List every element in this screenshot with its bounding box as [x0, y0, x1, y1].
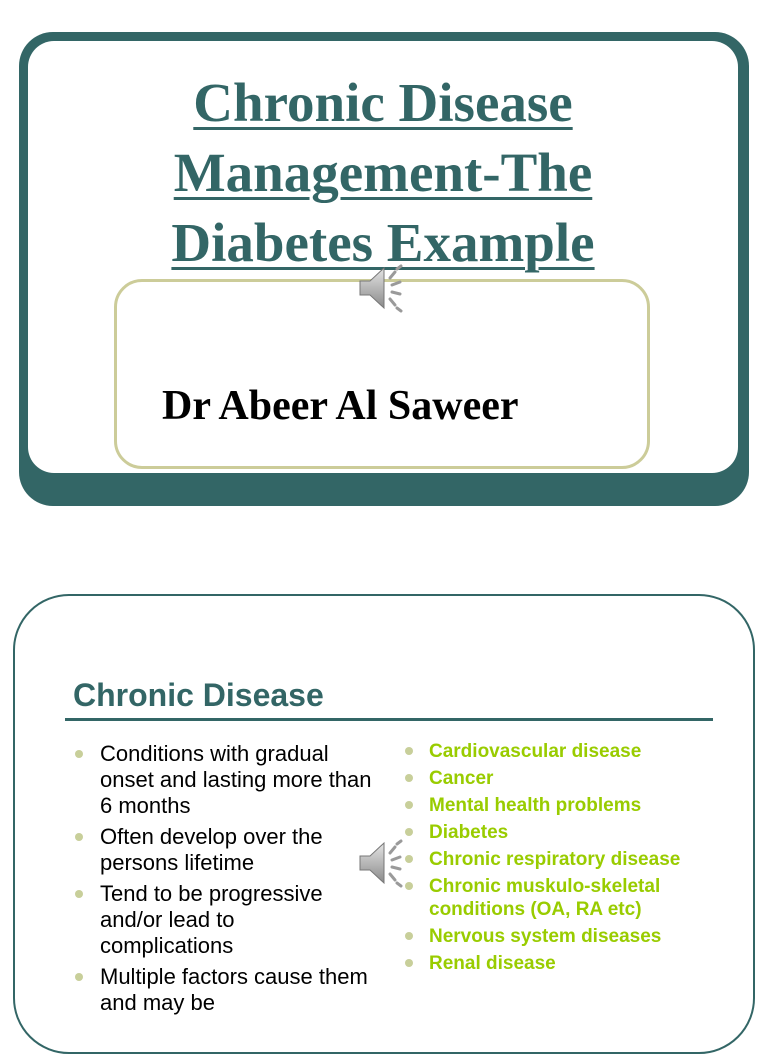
- list-item-text: Multiple factors cause them and may be: [100, 964, 368, 1015]
- bullet-icon: [405, 959, 413, 967]
- list-item-text: Cardiovascular disease: [429, 741, 642, 762]
- bullet-icon: [405, 774, 413, 782]
- list-item: [403, 875, 723, 921]
- bullet-icon: [405, 828, 413, 836]
- list-item-text: Diabetes: [429, 822, 509, 843]
- list-item: [403, 925, 723, 948]
- title-line-2: Management-The: [173, 142, 593, 203]
- characteristics-list: [73, 741, 373, 1021]
- list-item: [73, 881, 373, 959]
- content-slide-title: Chronic Disease: [73, 677, 324, 713]
- speaker-icon[interactable]: [357, 838, 409, 888]
- bullet-icon: [75, 750, 83, 758]
- list-item-text: Mental health problems: [429, 795, 642, 816]
- list-item-text: Chronic respiratory disease: [429, 849, 681, 870]
- slide-title: [19, 68, 747, 278]
- list-item: [403, 767, 723, 790]
- list-item-text: Nervous system diseases: [429, 926, 662, 947]
- bullet-icon: [75, 890, 83, 898]
- bullet-icon: [75, 833, 83, 841]
- disease-list: [403, 740, 723, 979]
- list-item: [403, 794, 723, 817]
- bullet-icon: [405, 747, 413, 755]
- list-item: [73, 741, 373, 819]
- list-item: [73, 964, 373, 1016]
- title-line-1: Chronic Disease: [193, 72, 573, 133]
- title-divider: [65, 718, 713, 721]
- bullet-icon: [405, 932, 413, 940]
- list-item: [403, 740, 723, 763]
- list-item-text: Conditions with gradual onset and lasting more than 6 months: [100, 741, 372, 818]
- list-item: [403, 952, 723, 975]
- list-item: [403, 821, 723, 844]
- speaker-icon[interactable]: [357, 263, 409, 313]
- list-item-text: Often develop over the persons lifetime: [100, 824, 323, 875]
- list-item-text: Cancer: [429, 768, 494, 789]
- bullet-icon: [75, 973, 83, 981]
- list-item: [403, 848, 723, 871]
- content-slide: [13, 594, 755, 1054]
- list-item: [73, 824, 373, 876]
- list-item-text: Tend to be progressive and/or lead to complications: [100, 881, 323, 958]
- list-item-text: Chronic muskulo-skeletal conditions (OA, RA etc): [429, 876, 661, 920]
- author-name: Dr Abeer Al Saweer: [162, 383, 519, 429]
- title-line-3: Diabetes Example: [171, 212, 595, 273]
- bullet-icon: [405, 801, 413, 809]
- list-item-text: Renal disease: [429, 953, 556, 974]
